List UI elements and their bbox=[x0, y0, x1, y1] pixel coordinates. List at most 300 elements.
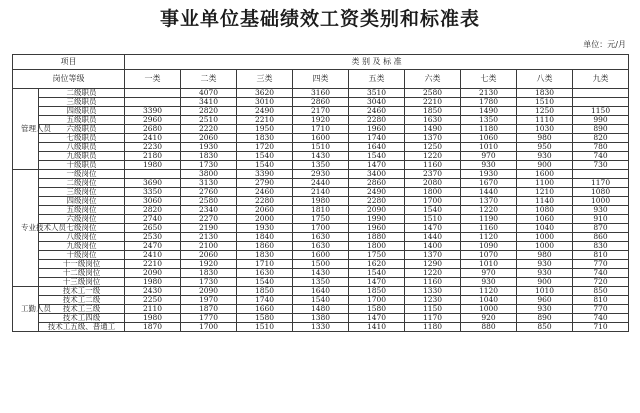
wage-cell: 1700 bbox=[349, 296, 405, 305]
wage-cell: 1540 bbox=[237, 161, 293, 170]
wage-cell: 1160 bbox=[405, 278, 461, 287]
wage-cell: 1830 bbox=[181, 152, 237, 161]
wage-cell: 3390 bbox=[237, 170, 293, 179]
wage-cell: 1980 bbox=[125, 314, 181, 323]
wage-cell: 1540 bbox=[237, 152, 293, 161]
wage-cell: 2860 bbox=[293, 98, 349, 107]
wage-cell: 3800 bbox=[181, 170, 237, 179]
wage-cell: 1010 bbox=[461, 143, 517, 152]
table-row bbox=[13, 161, 629, 170]
post-level-cell: 二级职员 bbox=[39, 89, 125, 98]
wage-cell: 2190 bbox=[181, 224, 237, 233]
class-header: 八类 bbox=[517, 70, 573, 89]
wage-cell bbox=[125, 89, 181, 98]
header-row-classes bbox=[13, 70, 629, 89]
table-row bbox=[13, 305, 629, 314]
wage-cell: 900 bbox=[517, 278, 573, 287]
wage-cell: 3160 bbox=[293, 89, 349, 98]
wage-cell: 1470 bbox=[405, 224, 461, 233]
wage-cell: 910 bbox=[573, 215, 629, 224]
wage-cell: 2760 bbox=[181, 188, 237, 197]
wage-cell: 1290 bbox=[405, 260, 461, 269]
wage-cell: 1350 bbox=[293, 161, 349, 170]
wage-cell: 1770 bbox=[181, 314, 237, 323]
wage-cell: 930 bbox=[573, 206, 629, 215]
wage-cell: 1730 bbox=[181, 278, 237, 287]
wage-cell: 900 bbox=[517, 161, 573, 170]
page-title: 事业单位基础绩效工资类别和标准表 bbox=[159, 8, 480, 30]
wage-cell: 3510 bbox=[349, 89, 405, 98]
class-header: 七类 bbox=[461, 70, 517, 89]
post-level-cell: 九级职员 bbox=[39, 152, 125, 161]
wage-cell: 1830 bbox=[237, 134, 293, 143]
wage-cell: 1640 bbox=[293, 287, 349, 296]
wage-cell: 1150 bbox=[405, 305, 461, 314]
class-header: 一类 bbox=[125, 70, 181, 89]
wage-cell: 2370 bbox=[405, 170, 461, 179]
wage-cell: 2140 bbox=[293, 188, 349, 197]
wage-cell: 1990 bbox=[349, 215, 405, 224]
wage-cell: 1710 bbox=[293, 125, 349, 134]
wage-cell: 1800 bbox=[349, 242, 405, 251]
wage-cell: 2580 bbox=[405, 89, 461, 98]
wage-cell: 1330 bbox=[293, 323, 349, 332]
table-row bbox=[13, 224, 629, 233]
table-row bbox=[13, 188, 629, 197]
wage-cell: 1620 bbox=[349, 260, 405, 269]
wage-cell: 880 bbox=[461, 323, 517, 332]
post-level-cell: 五级职员 bbox=[39, 116, 125, 125]
table-row bbox=[13, 287, 629, 296]
wage-cell: 2650 bbox=[125, 224, 181, 233]
wage-cell: 2180 bbox=[125, 152, 181, 161]
wage-cell: 1190 bbox=[461, 215, 517, 224]
wage-cell: 1510 bbox=[237, 323, 293, 332]
post-level-cell: 六级岗位 bbox=[39, 215, 125, 224]
wage-cell: 4070 bbox=[181, 89, 237, 98]
wage-cell: 1670 bbox=[461, 179, 517, 188]
wage-cell bbox=[573, 170, 629, 179]
class-header: 四类 bbox=[293, 70, 349, 89]
wage-cell: 1540 bbox=[293, 296, 349, 305]
post-level-cell: 九级岗位 bbox=[39, 242, 125, 251]
wage-cell: 890 bbox=[517, 314, 573, 323]
wage-cell: 1600 bbox=[293, 134, 349, 143]
wage-cell: 3400 bbox=[349, 170, 405, 179]
wage-cell: 2680 bbox=[125, 125, 181, 134]
wage-cell: 1700 bbox=[405, 197, 461, 206]
wage-cell: 850 bbox=[573, 287, 629, 296]
wage-cell: 740 bbox=[573, 152, 629, 161]
wage-cell: 870 bbox=[573, 224, 629, 233]
wage-cell: 3620 bbox=[237, 89, 293, 98]
wage-cell: 1040 bbox=[461, 296, 517, 305]
wage-cell: 1800 bbox=[405, 188, 461, 197]
post-level-cell: 四级岗位 bbox=[39, 197, 125, 206]
wage-cell: 770 bbox=[573, 260, 629, 269]
wage-cell: 1630 bbox=[237, 269, 293, 278]
wage-cell: 3410 bbox=[181, 98, 237, 107]
wage-cell: 1810 bbox=[293, 206, 349, 215]
wage-cell: 2740 bbox=[125, 215, 181, 224]
table-row bbox=[13, 251, 629, 260]
wage-cell: 2820 bbox=[125, 206, 181, 215]
wage-cell: 980 bbox=[517, 134, 573, 143]
table-row bbox=[13, 215, 629, 224]
wage-cell: 2460 bbox=[237, 188, 293, 197]
wage-cell: 1220 bbox=[461, 206, 517, 215]
wage-cell: 1470 bbox=[349, 314, 405, 323]
wage-cell: 1630 bbox=[405, 116, 461, 125]
table-row bbox=[13, 125, 629, 134]
group-label-text: 管理人员 bbox=[21, 124, 51, 133]
wage-cell bbox=[125, 98, 181, 107]
wage-cell: 1600 bbox=[517, 170, 573, 179]
wage-cell: 1600 bbox=[293, 251, 349, 260]
post-level-cell: 五级岗位 bbox=[39, 206, 125, 215]
wage-cell: 1010 bbox=[461, 260, 517, 269]
post-level-cell: 八级职员 bbox=[39, 143, 125, 152]
wage-cell: 2960 bbox=[125, 116, 181, 125]
post-level-cell: 技术工二级 bbox=[39, 296, 125, 305]
wage-cell: 1490 bbox=[461, 107, 517, 116]
wage-cell: 1470 bbox=[349, 161, 405, 170]
wage-cell: 1220 bbox=[405, 152, 461, 161]
wage-cell: 1870 bbox=[181, 305, 237, 314]
wage-cell: 990 bbox=[573, 116, 629, 125]
table-row bbox=[13, 242, 629, 251]
post-level-cell: 技术工三级 bbox=[39, 305, 125, 314]
wage-cell: 2000 bbox=[237, 215, 293, 224]
group-label-text: 工勤人员 bbox=[21, 304, 51, 313]
unit-label: 单位：元/月 bbox=[583, 40, 626, 49]
wage-cell: 970 bbox=[461, 152, 517, 161]
group-label bbox=[13, 89, 51, 170]
wage-cell: 1840 bbox=[237, 233, 293, 242]
wage-cell: 1780 bbox=[461, 98, 517, 107]
wage-cell: 2790 bbox=[237, 179, 293, 188]
post-level-cell: 十二级岗位 bbox=[39, 269, 125, 278]
wage-cell: 1330 bbox=[405, 287, 461, 296]
wage-cell: 1850 bbox=[349, 287, 405, 296]
wage-cell: 1830 bbox=[237, 251, 293, 260]
wage-cell: 860 bbox=[573, 233, 629, 242]
wage-cell: 2250 bbox=[125, 296, 181, 305]
wage-cell: 1440 bbox=[405, 233, 461, 242]
wage-cell: 1120 bbox=[461, 233, 517, 242]
post-level-cell: 六级职员 bbox=[39, 125, 125, 134]
wage-cell: 930 bbox=[517, 305, 573, 314]
wage-cell: 1510 bbox=[405, 215, 461, 224]
wage-cell: 1000 bbox=[461, 305, 517, 314]
wage-cell: 740 bbox=[573, 269, 629, 278]
group-label-text: 专业技术人员 bbox=[21, 223, 66, 232]
table-row bbox=[13, 233, 629, 242]
wage-cell: 1740 bbox=[237, 296, 293, 305]
wage-cell: 1750 bbox=[293, 215, 349, 224]
post-level-cell: 八级岗位 bbox=[39, 233, 125, 242]
wage-cell: 1930 bbox=[181, 143, 237, 152]
wage-cell: 930 bbox=[461, 161, 517, 170]
post-level-cell: 技术工五级、普通工 bbox=[39, 323, 125, 332]
wage-cell: 2410 bbox=[125, 251, 181, 260]
wage-cell: 2060 bbox=[181, 134, 237, 143]
wage-cell: 1140 bbox=[517, 197, 573, 206]
wage-cell: 1710 bbox=[237, 260, 293, 269]
wage-standard-table bbox=[12, 54, 629, 332]
wage-cell: 2110 bbox=[125, 305, 181, 314]
table-row bbox=[13, 152, 629, 161]
category-standard-header: 类 别 及 标 准 bbox=[125, 55, 629, 70]
wage-cell: 1210 bbox=[517, 188, 573, 197]
wage-cell: 1400 bbox=[405, 242, 461, 251]
wage-cell: 1850 bbox=[237, 287, 293, 296]
wage-cell: 1170 bbox=[405, 314, 461, 323]
wage-cell: 2210 bbox=[405, 98, 461, 107]
wage-cell: 3040 bbox=[349, 98, 405, 107]
wage-cell: 1730 bbox=[181, 161, 237, 170]
wage-cell: 3390 bbox=[125, 107, 181, 116]
wage-cell: 1960 bbox=[349, 125, 405, 134]
wage-cell: 1470 bbox=[349, 278, 405, 287]
wage-cell: 2130 bbox=[181, 233, 237, 242]
table-row bbox=[13, 89, 629, 98]
wage-cell: 1490 bbox=[405, 125, 461, 134]
wage-cell bbox=[573, 98, 629, 107]
wage-cell: 1580 bbox=[237, 314, 293, 323]
wage-cell: 1630 bbox=[293, 233, 349, 242]
wage-cell: 1430 bbox=[293, 269, 349, 278]
wage-cell: 1700 bbox=[181, 323, 237, 332]
table-row bbox=[13, 260, 629, 269]
wage-cell: 970 bbox=[461, 269, 517, 278]
wage-cell: 1100 bbox=[517, 179, 573, 188]
wage-cell: 1870 bbox=[125, 323, 181, 332]
wage-cell: 1120 bbox=[461, 287, 517, 296]
wage-cell: 1160 bbox=[461, 224, 517, 233]
wage-cell: 830 bbox=[573, 242, 629, 251]
table-row bbox=[13, 179, 629, 188]
wage-cell: 1930 bbox=[237, 224, 293, 233]
wage-cell: 2490 bbox=[237, 107, 293, 116]
wage-cell: 890 bbox=[573, 125, 629, 134]
wage-cell: 2470 bbox=[125, 242, 181, 251]
table-row bbox=[13, 206, 629, 215]
wage-cell: 2340 bbox=[181, 206, 237, 215]
header-row-top bbox=[13, 55, 629, 70]
wage-cell: 1410 bbox=[349, 323, 405, 332]
wage-cell: 1540 bbox=[349, 152, 405, 161]
wage-cell: 2130 bbox=[461, 89, 517, 98]
wage-cell: 1920 bbox=[181, 260, 237, 269]
wage-cell: 3350 bbox=[125, 188, 181, 197]
post-level-cell: 技术工一级 bbox=[39, 287, 125, 296]
wage-cell: 1510 bbox=[517, 98, 573, 107]
wage-cell: 930 bbox=[517, 152, 573, 161]
wage-cell: 2430 bbox=[125, 287, 181, 296]
wage-cell: 1000 bbox=[517, 242, 573, 251]
post-level-cell: 二级岗位 bbox=[39, 179, 125, 188]
wage-cell: 1660 bbox=[237, 305, 293, 314]
wage-cell: 2930 bbox=[293, 170, 349, 179]
wage-cell: 1060 bbox=[517, 215, 573, 224]
class-header: 三类 bbox=[237, 70, 293, 89]
post-level-cell: 七级岗位 bbox=[39, 224, 125, 233]
wage-cell: 1080 bbox=[573, 188, 629, 197]
wage-cell: 1000 bbox=[517, 233, 573, 242]
table-row bbox=[13, 143, 629, 152]
wage-cell: 2060 bbox=[237, 206, 293, 215]
wage-cell: 1640 bbox=[349, 143, 405, 152]
table-row bbox=[13, 323, 629, 332]
class-header: 二类 bbox=[181, 70, 237, 89]
wage-cell: 2060 bbox=[181, 251, 237, 260]
wage-cell: 1580 bbox=[349, 305, 405, 314]
class-header: 五类 bbox=[349, 70, 405, 89]
wage-cell: 2230 bbox=[125, 143, 181, 152]
wage-cell: 2460 bbox=[349, 107, 405, 116]
wage-cell: 1980 bbox=[125, 278, 181, 287]
post-level-cell: 十一级岗位 bbox=[39, 260, 125, 269]
post-level-cell: 十级职员 bbox=[39, 161, 125, 170]
wage-cell: 1740 bbox=[349, 134, 405, 143]
wage-cell: 2270 bbox=[181, 215, 237, 224]
wage-cell: 930 bbox=[461, 278, 517, 287]
wage-cell: 1180 bbox=[461, 125, 517, 134]
wage-cell: 2100 bbox=[181, 242, 237, 251]
wage-cell: 1230 bbox=[405, 296, 461, 305]
wage-cell: 1370 bbox=[405, 134, 461, 143]
wage-cell: 850 bbox=[517, 323, 573, 332]
table-row bbox=[13, 134, 629, 143]
post-level-cell: 十三级岗位 bbox=[39, 278, 125, 287]
wage-cell: 1170 bbox=[573, 179, 629, 188]
wage-cell: 1440 bbox=[461, 188, 517, 197]
wage-cell: 3010 bbox=[237, 98, 293, 107]
table-row bbox=[13, 269, 629, 278]
wage-cell: 960 bbox=[517, 296, 573, 305]
wage-cell: 1150 bbox=[573, 107, 629, 116]
table-row bbox=[13, 278, 629, 287]
wage-cell: 2090 bbox=[349, 206, 405, 215]
wage-cell: 810 bbox=[573, 296, 629, 305]
wage-cell: 2490 bbox=[349, 188, 405, 197]
item-header: 项目 bbox=[13, 55, 125, 70]
wage-cell: 2580 bbox=[181, 197, 237, 206]
wage-cell: 1160 bbox=[405, 161, 461, 170]
wage-cell: 1350 bbox=[293, 278, 349, 287]
wage-cell: 1370 bbox=[405, 251, 461, 260]
wage-cell: 1080 bbox=[517, 206, 573, 215]
post-level-cell: 三级职员 bbox=[39, 98, 125, 107]
wage-cell: 1480 bbox=[293, 305, 349, 314]
table-row bbox=[13, 98, 629, 107]
wage-cell: 770 bbox=[573, 305, 629, 314]
wage-cell: 2210 bbox=[237, 116, 293, 125]
wage-cell: 1110 bbox=[517, 116, 573, 125]
post-level-cell: 技术工四级 bbox=[39, 314, 125, 323]
wage-cell: 1980 bbox=[125, 161, 181, 170]
wage-cell: 1930 bbox=[461, 170, 517, 179]
wage-cell: 1060 bbox=[461, 134, 517, 143]
wage-cell: 2530 bbox=[125, 233, 181, 242]
wage-cell: 1750 bbox=[349, 251, 405, 260]
wage-cell: 2440 bbox=[293, 179, 349, 188]
wage-cell: 820 bbox=[573, 134, 629, 143]
table-row bbox=[13, 116, 629, 125]
wage-cell: 2280 bbox=[237, 197, 293, 206]
wage-cell: 1180 bbox=[405, 323, 461, 332]
post-level-cell: 一级岗位 bbox=[39, 170, 125, 179]
wage-cell: 2210 bbox=[125, 260, 181, 269]
wage-cell: 710 bbox=[573, 323, 629, 332]
table-row bbox=[13, 107, 629, 116]
wage-cell: 1250 bbox=[517, 107, 573, 116]
wage-cell: 2410 bbox=[125, 134, 181, 143]
wage-cell: 1220 bbox=[405, 269, 461, 278]
post-level-cell: 七级职员 bbox=[39, 134, 125, 143]
post-level-cell: 四级职员 bbox=[39, 107, 125, 116]
wage-cell: 1920 bbox=[293, 116, 349, 125]
wage-cell: 1860 bbox=[237, 242, 293, 251]
wage-cell: 1040 bbox=[517, 224, 573, 233]
wage-cell bbox=[125, 170, 181, 179]
wage-cell: 1030 bbox=[517, 125, 573, 134]
wage-cell: 2220 bbox=[181, 125, 237, 134]
wage-cell: 1370 bbox=[461, 197, 517, 206]
wage-cell: 1700 bbox=[293, 224, 349, 233]
wage-cell: 1430 bbox=[293, 152, 349, 161]
wage-cell: 1000 bbox=[573, 197, 629, 206]
wage-cell: 1720 bbox=[237, 143, 293, 152]
wage-cell: 2280 bbox=[349, 197, 405, 206]
wage-cell: 2510 bbox=[181, 116, 237, 125]
wage-cell: 1960 bbox=[349, 224, 405, 233]
wage-cell: 720 bbox=[573, 278, 629, 287]
wage-cell: 1880 bbox=[349, 233, 405, 242]
wage-cell: 2860 bbox=[349, 179, 405, 188]
table-row bbox=[13, 170, 629, 179]
wage-cell: 1090 bbox=[461, 242, 517, 251]
wage-cell: 1540 bbox=[349, 269, 405, 278]
wage-cell: 780 bbox=[573, 143, 629, 152]
wage-cell: 1010 bbox=[517, 287, 573, 296]
table-row bbox=[13, 296, 629, 305]
post-level-cell: 十级岗位 bbox=[39, 251, 125, 260]
wage-cell: 1510 bbox=[293, 143, 349, 152]
wage-cell: 930 bbox=[517, 269, 573, 278]
wage-cell: 1500 bbox=[293, 260, 349, 269]
wage-cell: 1830 bbox=[517, 89, 573, 98]
wage-cell: 2090 bbox=[125, 269, 181, 278]
post-level-cell: 三级岗位 bbox=[39, 188, 125, 197]
post-level-header: 岗位等级 bbox=[13, 70, 125, 89]
table-row bbox=[13, 197, 629, 206]
wage-cell: 1380 bbox=[293, 314, 349, 323]
wage-cell: 1350 bbox=[461, 116, 517, 125]
wage-cell: 3130 bbox=[181, 179, 237, 188]
group-label bbox=[13, 170, 66, 287]
wage-cell: 2280 bbox=[349, 116, 405, 125]
wage-cell: 810 bbox=[573, 251, 629, 260]
wage-cell: 3060 bbox=[125, 197, 181, 206]
wage-cell: 1250 bbox=[405, 143, 461, 152]
class-header: 九类 bbox=[573, 70, 629, 89]
wage-cell: 1540 bbox=[237, 278, 293, 287]
wage-cell: 1850 bbox=[405, 107, 461, 116]
wage-cell: 2090 bbox=[181, 287, 237, 296]
wage-cell: 1970 bbox=[181, 296, 237, 305]
